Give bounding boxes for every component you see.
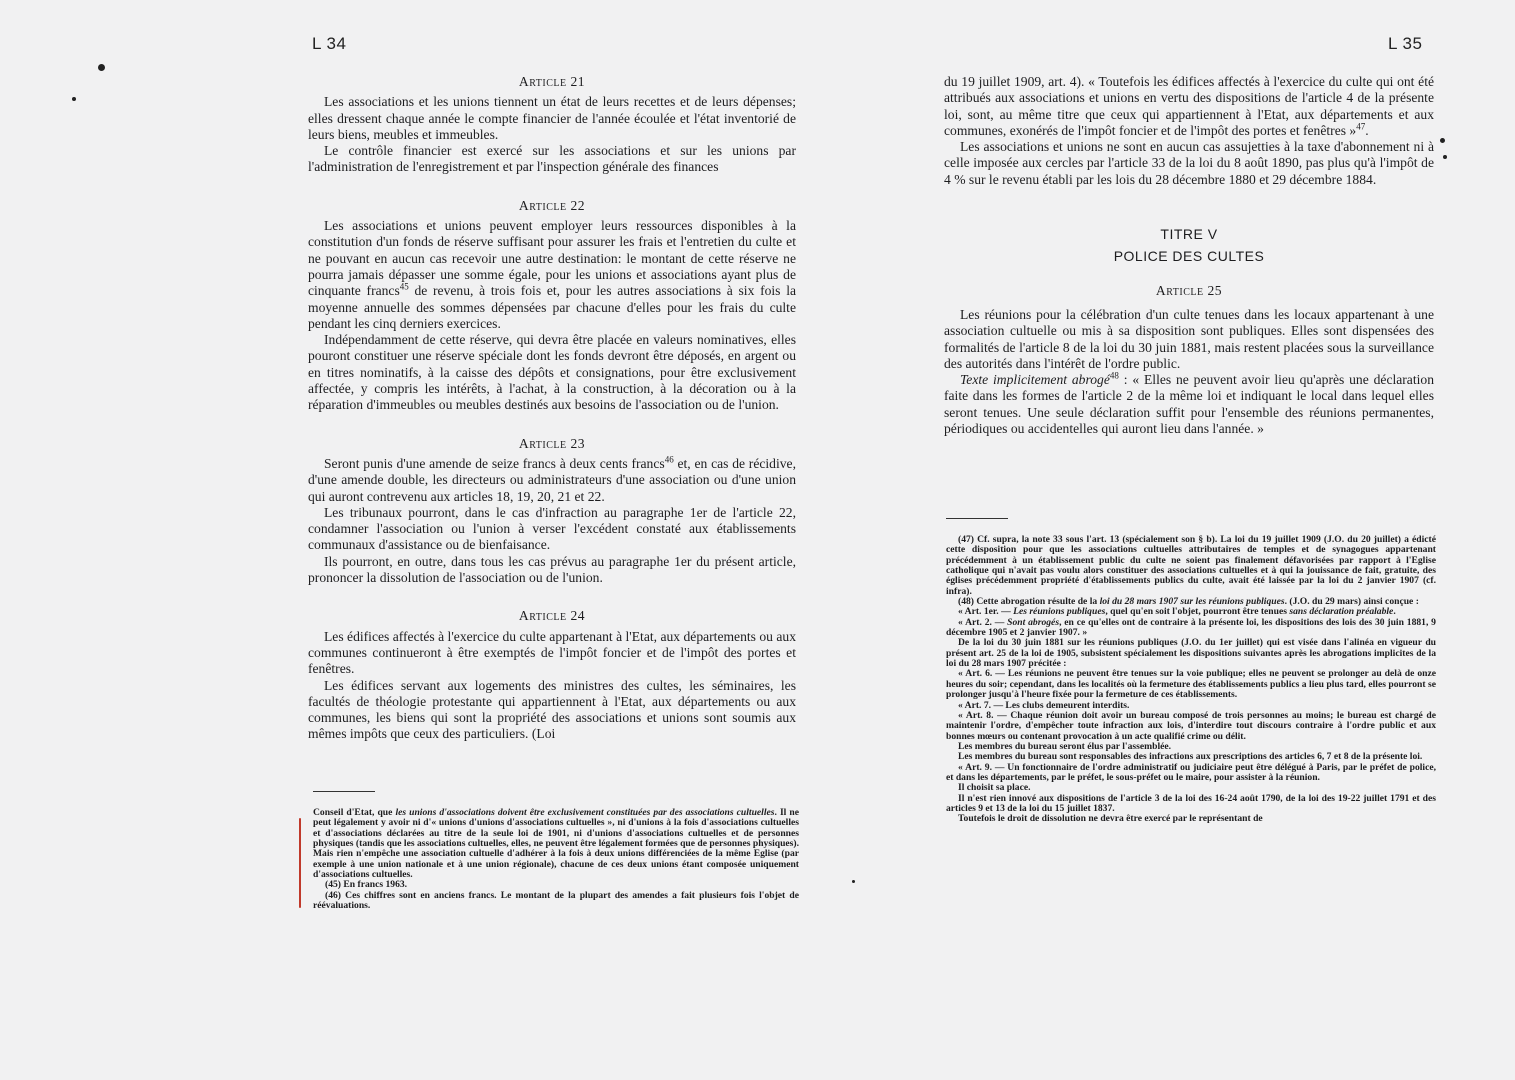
footnote-48-art-6: « Art. 6. — Les réunions ne peuvent être tenues sur la voie publique; elles ne peuvent se prolonger au delà de onze heures du soir; cependant, dans les localités où la fermeture des établissements publics a lieu plus tard, elles pourront se prolonger jusqu'à l'heure fixée pour la fermeture de ces établissements. bbox=[946, 668, 1436, 701]
footnote-ref-46: 46 bbox=[664, 454, 674, 465]
footnotes-left bbox=[313, 808, 799, 911]
footnote-46: (46) Ces chiffres sont en anciens francs. Le montant de la plupart des amendes a fait plusieurs fois l'objet de réévaluations. bbox=[313, 889, 799, 912]
right-column bbox=[944, 74, 1434, 437]
footnote-48-membres-1: Les membres du bureau seront élus par l'assemblée. bbox=[958, 740, 1172, 752]
footnote-45: (45) En francs 1963. bbox=[325, 879, 408, 891]
article-25-paragraph-2: Texte implicitement abrogé$^{48}$ : « Elles ne peuvent avoir lieu qu'après une déclaration faite dans les formes de l'article 2 de la même loi et indiquant le local dans lequel elles seront tenues. Une seule déclaration suffit pour l'ensemble des réunions permanentes, périodiques ou accidentelles qui auront lieu dans l'année. » bbox=[944, 370, 1434, 437]
article-22-paragraph-1: Les associations et unions peuvent employer leurs ressources disponibles à la constitution d'un fonds de réserve suffisant pour assurer les frais et l'entretien du culte et ne pouvant en aucun cas recevoir une autre destination: le montant de cette réserve ne pourra jamais dépasser une somme égale, pour les unions et associations ayant plus de cinquante francs$^{45}$ de revenu, à trois fois et, pour les autres associations à six fois la moyenne annuelle des sommes dépensées par chacune d'elles pour les frais du culte pendant les cinq derniers exercices. bbox=[308, 218, 796, 331]
footnote-48-innove: Il n'est rien innové aux dispositions de l'article 3 de la loi des 16-24 août 1790, de la loi des 19-22 juillet 1791 et des articles 9 et 13 de la loi du 15 juillet 1837. bbox=[946, 792, 1436, 814]
title-v: TITRE V bbox=[1160, 226, 1218, 243]
footnote-ref-47: 47 bbox=[1356, 121, 1366, 132]
footnote-48-loi-1881: De la loi du 30 juin 1881 sur les réunions publiques (J.O. du 1er juillet) qui est visée dans l'alinéa en vigueur du présent art. 25 de la loi de 1905, subsistent spécialement les dispositions suivantes après les abrogations implicites de la loi du 28 mars 1907 précitée : bbox=[946, 637, 1436, 670]
article-22-heading: Article 22 bbox=[518, 197, 586, 213]
footnote-47: (47) Cf. supra, la note 33 sous l'art. 13 (spécialement son § b). La loi du 19 juillet 1909 (J.O. du 20 juillet) a édicté cette disposition pour que les associations cultuelles attributaires de temples et de synagogues appartenant précédemment à un établissement public du culte ne soient pas finalement défavorisées par rapport à l'Eglise catholique qui n'avait pas voulu alors constituer des associations cultuelles et à qui la jouissance de fait, gratuite, des églises précédemment propriété d'établissements publics du culte, avait été laissée par la loi du 2 janvier 1907 (cf. infra). bbox=[946, 534, 1436, 597]
article-24-paragraph-3: Les associations et unions ne sont en aucun cas assujetties à la taxe d'abonnement ni à celle imposée aux cercles par l'article 33 de la loi du 8 août 1890, pas plus qu'à l'impôt de 4 % sur le revenu établi par les lois du 28 décembre 1880 et 29 décembre 1884. bbox=[944, 139, 1434, 187]
article-23-paragraph-2: Les tribunaux pourront, dans le cas d'infraction au paragraphe 1er de l'article 22, condamner l'association ou l'union à verser l'excédent constaté aux établissements communaux d'assistance ou de bienfaisance. bbox=[308, 504, 796, 553]
footnote-48-art-1: « Art. 1er. — Les réunions publiques, quel qu'en soit l'objet, pourront être tenues sans déclaration préalable. bbox=[958, 606, 1396, 618]
footnote-48-art-2: « Art. 2. — Sont abrogés, en ce qu'elles ont de contraire à la présente loi, les dispositions des lois des 30 juin 1881, 9 décembre 1905 et 2 janvier 1907. » bbox=[946, 616, 1436, 639]
scan-speck bbox=[1440, 138, 1445, 143]
scan-speck bbox=[98, 64, 105, 71]
scan-speck bbox=[852, 880, 855, 883]
footnote-separator-right bbox=[946, 518, 1008, 519]
footnote-48-choisit: Il choisit sa place. bbox=[958, 782, 1031, 794]
footnote-48-art-7: « Art. 7. — Les clubs demeurent interdits. bbox=[958, 699, 1130, 711]
article-25-heading: Article 25 bbox=[1155, 282, 1223, 298]
title-v-subtitle: POLICE DES CULTES bbox=[1113, 248, 1265, 265]
footnote-ref-45: 45 bbox=[399, 281, 409, 292]
article-24-paragraph-1: Les édifices affectés à l'exercice du culte appartenant à l'Etat, aux départements ou aux communes continueront à être exemptés de l'impôt foncier et de l'impôt des portes et fenêtres. bbox=[308, 628, 796, 677]
article-21-heading: Article 21 bbox=[518, 74, 586, 89]
page-number-right: L 35 bbox=[1388, 34, 1423, 53]
footnote-ref-48: 48 bbox=[1109, 370, 1119, 381]
left-column bbox=[308, 74, 796, 743]
footnote-48-art-8: « Art. 8. — Chaque réunion doit avoir un bureau composé de trois personnes au moins; le bureau est chargé de maintenir l'ordre, d'empêcher toute infraction aux lois, d'interdire tout discours contraire à l'ordre public et aux bonnes mœurs ou contenant provocation à un acte qualifié crime ou délit. bbox=[946, 709, 1436, 742]
article-25-paragraph-1: Les réunions pour la célébration d'un culte tenues dans les locaux appartenant à une association cultuelle ou mis à sa disposition sont publiques. Elles sont dispensées des formalités de l'article 8 de la loi du 30 juin 1881, mais restent placées sous la surveillance des autorités dans l'intérêt de l'ordre public. bbox=[944, 306, 1434, 371]
article-23-paragraph-3: Ils pourront, en outre, dans tous les cas prévus au paragraphe 1er du présent article, prononcer la dissolution de l'association ou de l'union. bbox=[308, 553, 796, 586]
scan-speck bbox=[72, 97, 76, 101]
article-22-paragraph-2: Indépendamment de cette réserve, qui devra être placée en valeurs nominatives, elles pouront constituer une réserve spéciale dont les fonds devront être déposés, en argent ou en titres nominatifs, à la caisse des dépôts et consignations, pour être exclusivement affectée, y compris les intérêts, à l'achat, à la construction, à la décoration ou à la réparation d'immeubles ou meubles destinés aux besoins de l'association ou de l'union. bbox=[308, 332, 796, 413]
footnote-48-toutefois: Toutefois le droit de dissolution ne devra être exercé par le représentant de bbox=[958, 813, 1263, 825]
scan-speck bbox=[1443, 155, 1447, 159]
footnote-48: (48) Cette abrogation résulte de la loi du 28 mars 1907 sur les réunions publiques. (J.O. du 29 mars) ainsi conçue : bbox=[958, 596, 1419, 608]
article-24-heading: Article 24 bbox=[518, 608, 586, 624]
article-24-continuation: du 19 juillet 1909, art. 4). « Toutefois les édifices affectés à l'exercice du culte qui ont été attribués aux associations et unions en vertu des dispositions de l'article 4 de la présente loi, sont, au même titre que ceux qui appartiennent à l'Etat, aux départements et aux communes, exonérés de l'impôt foncier et de l'impôt des portes et fenêtres »$^{47}$. bbox=[944, 74, 1434, 138]
footnotes-right bbox=[946, 535, 1436, 825]
article-23-paragraph-1: Seront punis d'une amende de seize francs à deux cents francs$^{46}$ et, en cas de récidive, d'une amende double, les directeurs ou administrateurs d'une association ou d'une union qui auront contrevenu aux articles 18, 19, 20, 21 et 22. bbox=[308, 454, 796, 504]
footnote-48-art-9: « Art. 9. — Un fonctionnaire de l'ordre administratif ou judiciaire peut être délégué à Paris, par le préfet de police, et dans les départements, par le préfet, le sous-préfet ou le maire, pour assister à la réunion. bbox=[946, 761, 1436, 783]
article-24-paragraph-2: Les édifices servant aux logements des ministres des cultes, les séminaires, les facultés de théologie protestante qui appartiennent à l'Etat, aux départements ou aux communes, les biens qui sont la propriété des associations et unions sont soumis aux mêmes impôts que ceux des particuliers. (Loi bbox=[308, 677, 796, 742]
article-21-paragraph-2: Le contrôle financier est exercé sur les associations et sur les unions par l'administration de l'enregistrement et par l'inspection générale des finances bbox=[308, 143, 796, 175]
page-number-left: L 34 bbox=[312, 34, 347, 53]
article-21-paragraph-1: Les associations et les unions tiennent un état de leurs recettes et de leurs dépenses; elles dressent chaque année le compte financier de l'année écoulée et l'état inventorié de leurs biens, meubles et immeubles. bbox=[308, 94, 796, 142]
red-margin-mark bbox=[299, 818, 301, 908]
footnote-separator-left bbox=[313, 791, 375, 792]
footnote-continuation: Conseil d'Etat, que les unions d'associations doivent être exclusivement constituées par des associations cultuelles. Il ne peut légalement y avoir ni d'« unions d'unions d'associations cultuelles », ni d'unions à la fois d'associations cultuelles et d'associations déclarées au titre de la seule loi de 1901, ni d'unions d'associations cultuelles et de personnes physiques (tandis que les associations cultuelles, elles, ne peuvent être légalement formées que de personnes physiques). Mais rien n'empêche une association cultuelle d'adhérer à la fois à deux unions différenciées de la même Eglise (par exemple à une union nationale et à une union régionale), chacune de ces deux unions étant composée uniquement d'associations cultuelles. bbox=[313, 807, 799, 881]
footnote-48-membres-2: Les membres du bureau sont responsables des infractions aux prescriptions des articles 6, 7 et 8 de la présente loi. bbox=[958, 751, 1423, 763]
article-23-heading: Article 23 bbox=[518, 435, 586, 451]
